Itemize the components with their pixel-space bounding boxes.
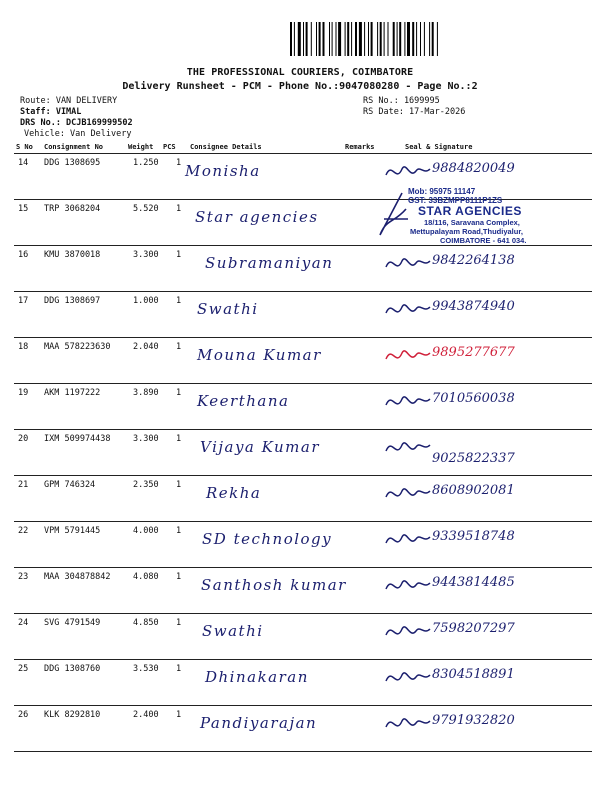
col-consignee: Consignee Details	[190, 143, 262, 151]
row-consignee-name: Swathi	[202, 622, 264, 640]
row-sno: 23	[18, 572, 29, 582]
row-sno: 14	[18, 158, 29, 168]
row-signature-scribble	[384, 341, 432, 371]
row-consignee-name: Pandiyarajan	[200, 714, 318, 732]
row-consignment-no: VPM 5791445	[44, 526, 101, 536]
stamp-gst: GST: 33BZMPP8111P1ZS	[408, 196, 503, 205]
row-consignment-no: TRP 3068204	[44, 204, 101, 214]
row-sno: 17	[18, 296, 29, 306]
row-pcs: 1	[176, 710, 182, 720]
row-sno: 26	[18, 710, 29, 720]
row-signature-phone: 9895277677	[432, 345, 515, 360]
row-signature-phone: 9842264138	[432, 253, 515, 268]
col-sno: S No	[16, 143, 33, 151]
row-consignment-no: DDG 1308697	[44, 296, 101, 306]
row-divider	[14, 429, 592, 430]
row-divider	[14, 659, 592, 660]
row-weight: 4.000	[133, 526, 159, 536]
stamp-signature-scribble	[372, 189, 412, 241]
row-divider	[14, 567, 592, 568]
vehicle-label: Vehicle: Van Delivery	[24, 129, 132, 139]
row-pcs: 1	[176, 434, 182, 444]
row-pcs: 1	[176, 250, 182, 260]
row-signature-scribble	[384, 157, 432, 187]
drs-number: DRS No.: DCJB169999502	[20, 118, 133, 128]
runsheet-subtitle: Delivery Runsheet - PCM - Phone No.:9047080280 - Page No.:2	[122, 81, 478, 92]
row-consignee-name: Star agencies	[195, 208, 319, 226]
row-divider	[14, 705, 592, 706]
rs-date: RS Date: 17-Mar-2026	[363, 107, 466, 117]
row-weight: 3.300	[133, 434, 159, 444]
row-consignee-name: Dhinakaran	[205, 668, 309, 686]
rs-number: RS No.: 1699995	[363, 96, 440, 106]
row-sno: 18	[18, 342, 29, 352]
row-divider	[14, 337, 592, 338]
row-signature-scribble	[384, 249, 432, 279]
row-divider	[14, 383, 592, 384]
row-signature-phone: 7010560038	[432, 391, 515, 406]
row-divider	[14, 521, 592, 522]
row-pcs: 1	[176, 618, 182, 628]
row-consignment-no: DDG 1308760	[44, 664, 101, 674]
row-consignment-no: SVG 4791549	[44, 618, 101, 628]
row-weight: 1.250	[133, 158, 159, 168]
row-weight: 2.400	[133, 710, 159, 720]
row-signature-scribble	[384, 663, 432, 693]
row-consignment-no: MAA 304878842	[44, 572, 111, 582]
col-pcs: PCS	[163, 143, 176, 151]
row-sno: 20	[18, 434, 29, 444]
row-signature-phone: 9025822337	[432, 451, 515, 466]
row-weight: 3.890	[133, 388, 159, 398]
row-weight: 3.300	[133, 250, 159, 260]
row-sno: 16	[18, 250, 29, 260]
row-pcs: 1	[176, 664, 182, 674]
store-stamp	[378, 187, 578, 245]
row-signature-phone: 9943874940	[432, 299, 515, 314]
row-sno: 19	[18, 388, 29, 398]
row-consignee-name: Monisha	[185, 162, 261, 180]
row-sno: 25	[18, 664, 29, 674]
row-signature-scribble	[384, 617, 432, 647]
row-signature-phone: 9339518748	[432, 529, 515, 544]
col-seal-signature: Seal & Signature	[405, 143, 473, 151]
row-sno: 24	[18, 618, 29, 628]
row-weight: 3.530	[133, 664, 159, 674]
row-divider	[14, 245, 592, 246]
row-consignee-name: Subramaniyan	[205, 254, 334, 272]
row-weight: 1.000	[133, 296, 159, 306]
row-consignment-no: MAA 578223630	[44, 342, 111, 352]
row-divider	[14, 613, 592, 614]
row-pcs: 1	[176, 526, 182, 536]
row-signature-phone: 9443814485	[432, 575, 515, 590]
row-pcs: 1	[176, 572, 182, 582]
row-pcs: 1	[176, 480, 182, 490]
row-signature-phone: 9791932820	[432, 713, 515, 728]
row-signature-phone: 8304518891	[432, 667, 515, 682]
row-signature-scribble	[384, 525, 432, 555]
row-consignee-name: SD technology	[202, 530, 333, 548]
row-pcs: 1	[176, 342, 182, 352]
row-sno: 15	[18, 204, 29, 214]
row-signature-scribble	[384, 295, 432, 325]
row-consignee-name: Vijaya Kumar	[200, 438, 321, 456]
row-sno: 22	[18, 526, 29, 536]
row-consignee-name: Swathi	[197, 300, 259, 318]
row-sno: 21	[18, 480, 29, 490]
row-divider	[14, 475, 592, 476]
row-weight: 4.080	[133, 572, 159, 582]
row-consignment-no: DDG 1308695	[44, 158, 101, 168]
row-signature-phone: 8608902081	[432, 483, 515, 498]
row-pcs: 1	[176, 388, 182, 398]
stamp-city: COIMBATORE - 641 034.	[440, 236, 527, 245]
row-divider	[14, 751, 592, 752]
row-consignment-no: KMU 3870018	[44, 250, 101, 260]
row-consignment-no: AKM 1197222	[44, 388, 101, 398]
row-signature-scribble	[384, 433, 432, 463]
header-divider	[14, 153, 592, 154]
row-signature-phone: 9884820049	[432, 161, 515, 176]
row-weight: 2.350	[133, 480, 159, 490]
row-pcs: 1	[176, 296, 182, 306]
row-divider	[14, 291, 592, 292]
row-consignee-name: Santhosh kumar	[201, 576, 347, 594]
stamp-addr2: Mettupalayam Road,Thudiyalur,	[410, 227, 523, 236]
row-consignment-no: KLK 8292810	[44, 710, 101, 720]
row-pcs: 1	[176, 204, 182, 214]
stamp-name: STAR AGENCIES	[418, 204, 522, 218]
row-signature-scribble	[384, 709, 432, 739]
col-weight: Weight	[128, 143, 154, 151]
row-consignee-name: Rekha	[206, 484, 262, 502]
stamp-addr1: 18/116, Saravana Complex,	[424, 218, 520, 227]
row-pcs: 1	[176, 158, 182, 168]
row-signature-phone: 7598207297	[432, 621, 515, 636]
row-signature-scribble	[384, 479, 432, 509]
barcode-graphic	[290, 22, 495, 56]
row-consignment-no: GPM 746324	[44, 480, 96, 490]
route-label: Route: VAN DELIVERY	[20, 96, 118, 106]
row-weight: 4.850	[133, 618, 159, 628]
stamp-mob: Mob: 95975 11147	[408, 187, 476, 196]
row-consignee-name: Keerthana	[197, 392, 290, 410]
row-consignment-no: IXM 509974438	[44, 434, 111, 444]
col-consignment: Consignment No	[44, 143, 104, 151]
row-weight: 2.040	[133, 342, 159, 352]
row-signature-scribble	[384, 387, 432, 417]
col-remarks: Remarks	[345, 143, 375, 151]
row-consignee-name: Mouna Kumar	[197, 346, 322, 364]
company-title: THE PROFESSIONAL COURIERS, COIMBATORE	[186, 67, 414, 78]
staff-label: Staff: VIMAL	[20, 107, 82, 117]
row-weight: 5.520	[133, 204, 159, 214]
row-signature-scribble	[384, 571, 432, 601]
